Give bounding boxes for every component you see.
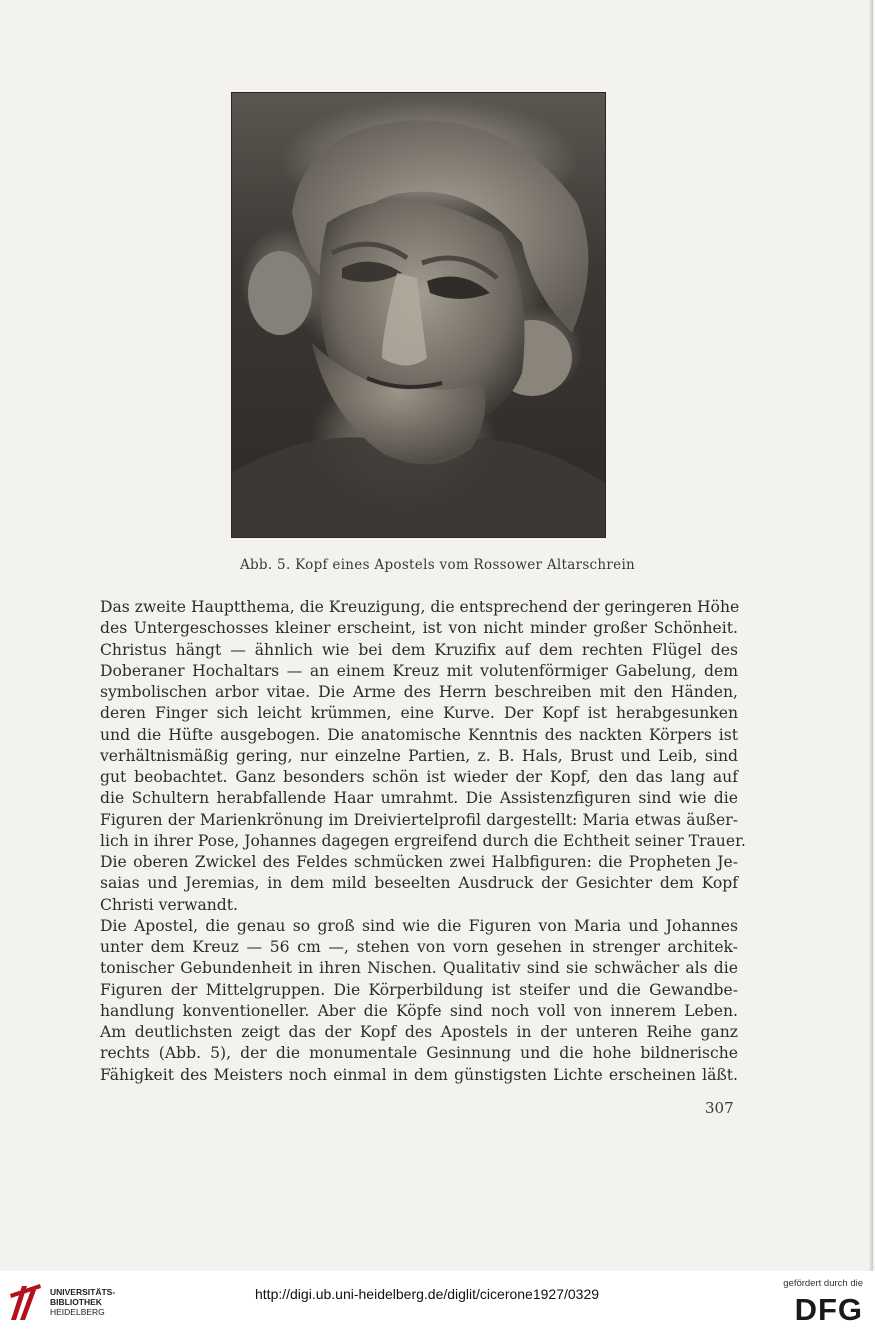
text-line: Figuren der Mittelgruppen. Die Körperbildung ist steifer und die Gewandbe- [100,980,738,999]
text-line: des Untergeschosses kleiner erscheint, ist von nicht minder großer Schönheit. [100,619,738,638]
text-line: symbolischen arbor vitae. Die Arme des Herrn beschreiben mit den Händen, [100,683,738,701]
text-line: Die Apostel, die genau so groß sind wie die Figuren von Maria und Johannes [100,916,738,935]
university-library-logo-icon [8,1280,44,1324]
page-number: 307 [705,1099,734,1117]
text-line: gut beobachtet. Ganz besonders schön ist wieder der Kopf, den das lang auf [100,768,738,786]
viewer-footer [0,1271,875,1334]
text-line: Am deutlichsten zeigt das der Kopf des Apostels in der unteren Reihe ganz [100,1023,738,1041]
permalink-url[interactable]: http://digi.ub.uni-heidelberg.de/diglit/cicerone1927/0329 [255,1286,600,1302]
body-text [100,597,746,1086]
text-line: Doberaner Hochaltars — an einem Kreuz mit volutenförmiger Gabelung, dem [100,661,738,680]
text-line: Christi verwandt. [100,895,239,914]
text-line: Christus hängt — ähnlich wie bei dem Kruzifix auf dem rechten Flügel des [100,640,738,659]
text-line: lich in ihrer Pose, Johannes dagegen ergreifend durch die Echtheit seiner Trauer. [100,831,746,850]
text-line: die Schultern herabfallende Haar umrahmt. Die Assistenzfiguren sind wie die [100,789,738,808]
text-line: deren Finger sich leicht krümmen, eine Kurve. Der Kopf ist herabgesunken [100,704,738,723]
text-line: und die Hüfte ausgebogen. Die anatomische Kenntnis des nackten Körpers ist [100,725,738,744]
text-line: Fähigkeit des Meisters noch einmal in dem günstigsten Lichte erscheinen läßt. [100,1065,738,1084]
apostle-head-photo [231,92,606,538]
library-name-line: UNIVERSITÄTS- [50,1287,116,1297]
text-line: unter dem Kreuz — 56 cm —, stehen von vorn gesehen in strenger architek- [100,938,738,956]
text-line: tonischer Gebundenheit in ihren Nischen. Qualitativ sind sie schwächer als die [100,959,738,978]
text-line: rechts (Abb. 5), der die monumentale Gesinnung und die hohe bildnerische [100,1044,738,1063]
dfg-logo: DFG [794,1292,863,1327]
library-name-line: BIBLIOTHEK [50,1297,102,1307]
figure-caption: Abb. 5. Kopf eines Apostels vom Rossower Altarschrein [239,557,636,573]
text-line: handlung konventioneller. Aber die Köpfe sind noch voll von innerem Leben. [100,1001,738,1020]
text-line: Die oberen Zwickel des Feldes schmücken zwei Halbfiguren: die Propheten Je- [100,853,738,871]
text-line: Figuren der Marienkrönung im Dreiviertelprofil dargestellt: Maria etwas äußer- [100,810,738,829]
text-line: saias und Jeremias, in dem mild beseelten Ausdruck der Gesichter dem Kopf [100,874,738,893]
text-line: verhältnismäßig gering, nur einzelne Partien, z. B. Hals, Brust und Leib, sind [100,746,738,765]
library-name [50,1287,115,1317]
library-name-line: HEIDELBERG [50,1307,105,1317]
photo-illustration [232,93,605,537]
funding-label: gefördert durch die [783,1278,863,1289]
text-line: Das zweite Hauptthema, die Kreuzigung, die entsprechend der geringeren Höhe [100,598,740,616]
